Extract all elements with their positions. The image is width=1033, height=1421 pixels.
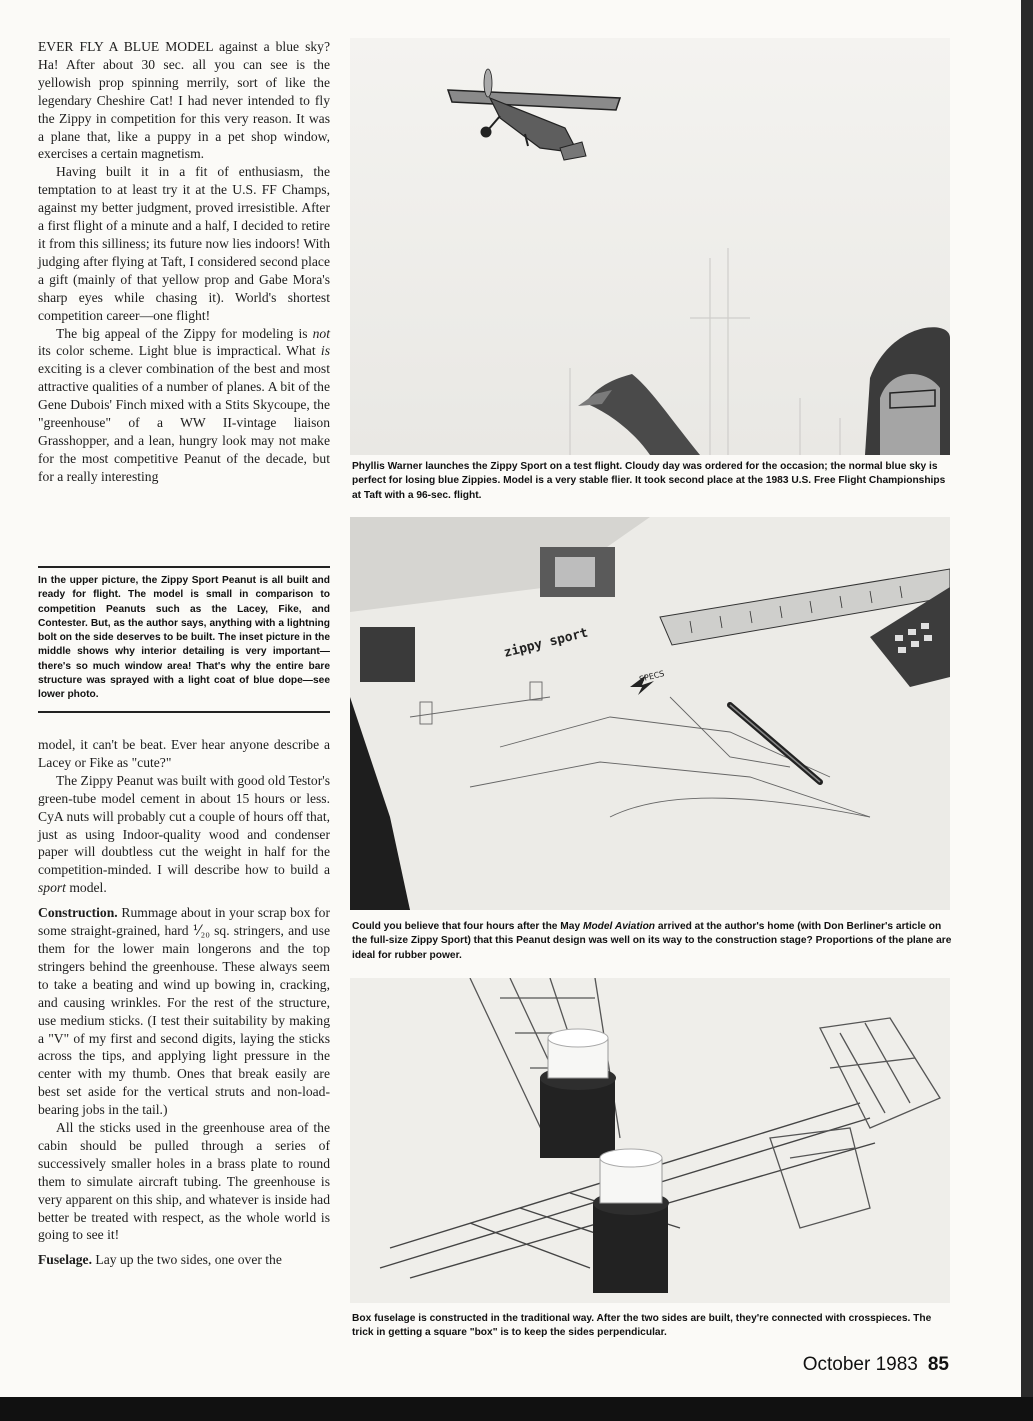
article-column-bottom [38,736,330,1269]
fuselage-subhead: Fuselage. [38,1252,92,1268]
paragraph-2: Having built it in a fit of enthusiasm, the temptation to at least try it at the U.S. FF Champs, against my better judgment, proved irresistible. After a first flight of a minute and a half, I decided to retire it from this silliness; its future now lies indoors! With judging after flying at Taft, I considered second place a gift (mainly of that yellow prop and Gabe Mora's sharp eyes while chasing it). World's shortest competition career—one flight! [38,164,330,323]
caption-launch: Phyllis Warner launches the Zippy Sport on a test flight. Cloudy day was ordered for the occasion; the normal blue sky is perfect for losing blue Zippies. Model is a very stable flier. It took second place at the 1983 U.S. Free Flight Championships at Taft with a 96-sec. flight. [352,461,946,501]
paragraph-3: The big appeal of the Zippy for modeling is not its color scheme. Light blue is impractical. What is exciting is a clever combination of the best and most attractive qualities of a number of planes. A bit of the Gene Dubois' Finch mixed with a Stits Skycoupe, the "greenhouse" of a WW II-vintage liaison Grasshopper, and a lean, hungry look may not make for the most competitive Peanut of the decade, but for a really interesting [38,325,330,484]
construction-subhead: Construction. [38,905,118,921]
caption-frame: Box fuselage is constructed in the traditional way. After the two sides are built, they're connected with crosspieces. The trick in getting a square "box" is to keep the sides perpendicular. [352,1313,932,1339]
inset-caption: In the upper picture, the Zippy Sport Peanut is all built and ready for flight. The model is small in comparison to competition Peanuts such as the Lacey, Fike, and Contester. But, as the author says, anything with a lightning bolt on the side deserves to be built. The inset picture in the middle shows why interior detailing is very important—there's so much window area! That's why the entire bare structure was sprayed with a light coat of blue dope—see lower photo. [38,566,330,713]
page-number: 85 [927,1354,949,1375]
article-column-top [38,38,330,486]
photo-launch [350,38,950,455]
scan-edge-right [1021,0,1033,1421]
lead-in: EVER FLY A BLUE MODEL [38,39,214,54]
photo-plans [350,517,950,910]
plan-specs-label: SPECS [638,669,666,684]
paragraph-4: model, it can't be beat. Ever hear anyone describe a Lacey or Fike as "cute?" [38,737,330,770]
issue-date: October 1983 [802,1354,918,1375]
page-footer [803,1354,949,1376]
plan-title: zippy sport [502,625,590,661]
paragraph-fuselage: Fuselage. Lay up the two sides, one over the [38,1252,282,1268]
paragraph-intro: EVER FLY A BLUE MODEL against a blue sky? Ha! After about 30 sec. all you can see is the yellowish prop spinning merrily, sort of like the legendary Cheshire Cat! I had never intended to fly the Zippy in competition for this very reason. It was a plane that, like a puppy in a pet shop window, exercises a certain magnetism. [38,39,330,162]
caption-plans: Could you believe that four hours after the May Model Aviation arrived at the author's home (with Don Berliner's article on the full-size Zippy Sport) that this Peanut design was well on its way to the construction stage? Proportions of the plane are ideal for rubber power. [352,921,952,961]
photo-frame [350,978,950,1303]
paragraph-5: The Zippy Peanut was built with good old Testor's green-tube model cement in about 15 hours or less. CyA nuts will probably cut a couple of hours off that, just as using Indoor-quality wood and condenser paper will doubtless cut the weight in half for the competition-minded. I will describe how to build a sport model. [38,772,330,896]
scan-edge-bottom [0,1397,1033,1421]
paragraph-construction: Construction. Rummage about in your scrap box for some straight-grained, hard ⅟₂₀ sq. stringers, and use them for the lower main longerons and the top stringers behind the greenhouse. These always seem to take a beating and wind up bowing in, cracking, and causing wrinkles. For the rest of the structure, use medium sticks. (I test their suitability by making a "V" of my first and second digits, laying the sticks across the tips, and applying light pressure in the center with my thumb. Ones that break easily are best set aside for the vertical struts and non-load-bearing jobs in the tail.) [38,905,330,1118]
paragraph-7: All the sticks used in the greenhouse area of the cabin should be pulled through a series of successively smaller holes in a brass plate to round them to simulate aircraft tubing. The greenhouse is very apparent on this ship, and whatever is inside had better be treated with respect, as the whole world is going to see it! [38,1120,330,1243]
